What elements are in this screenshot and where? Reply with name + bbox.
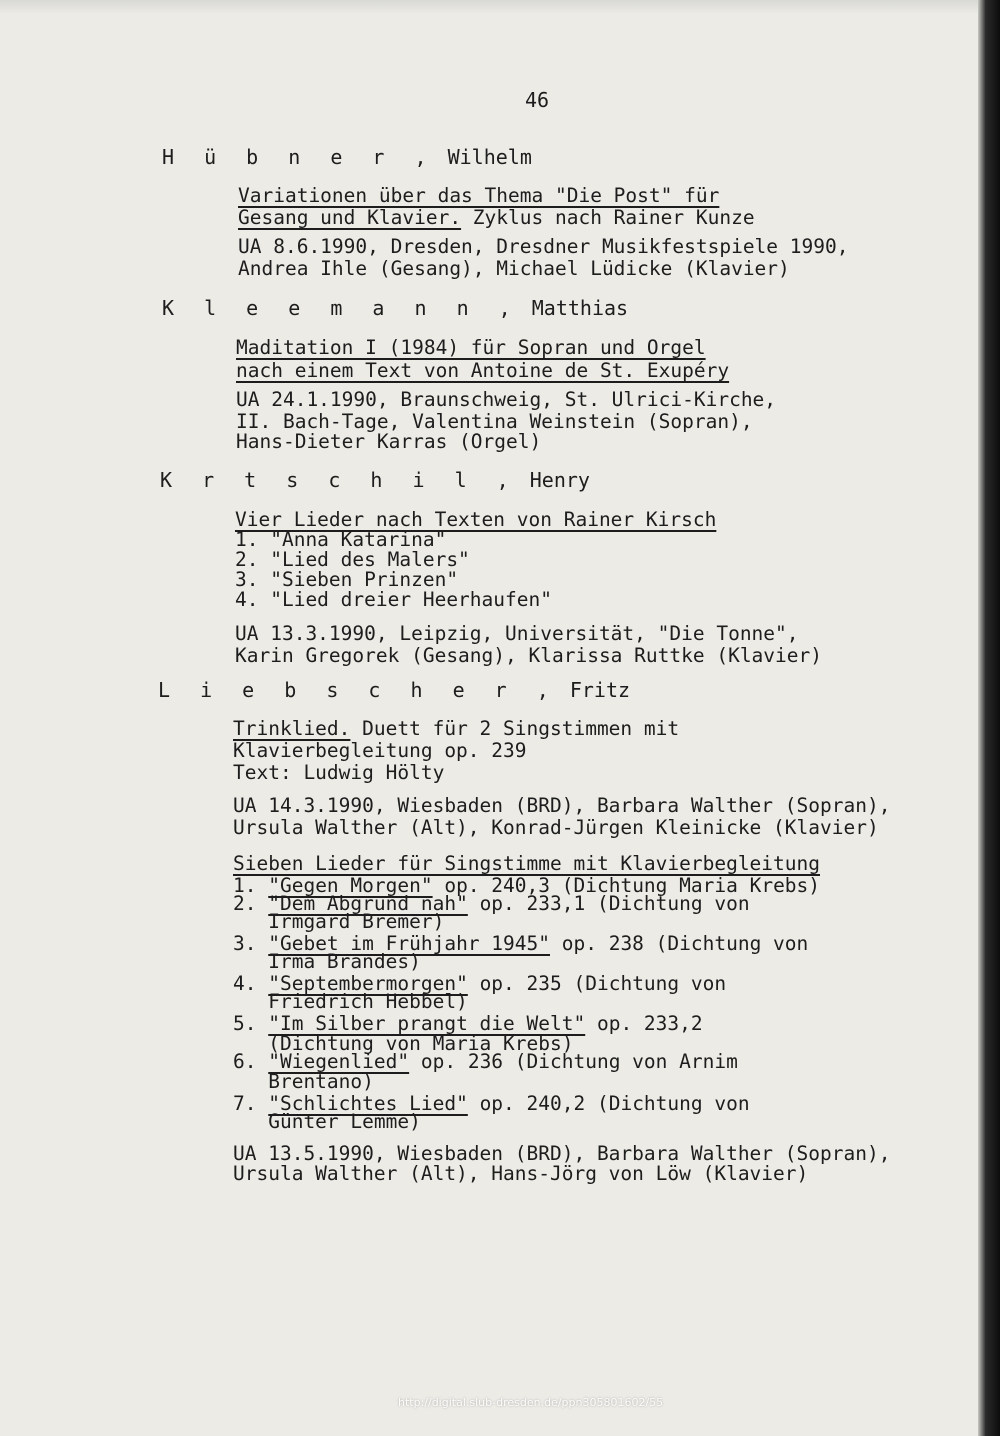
text-line-main: Gesang und Klavier. (238, 206, 462, 229)
text-line-main: UA 13.3.1990, Leipzig, Universität, "Die Tonne", (235, 622, 799, 645)
text-line (233, 1112, 421, 1132)
text-line-main: 2. "Lied des Malers" (235, 548, 470, 571)
text-line-rest: op. 233,2 (585, 1012, 703, 1035)
text-line (233, 1072, 374, 1092)
text-line-rest: Zyklus nach Rainer Kunze (461, 206, 755, 229)
text-line-main: Maditation I (1984) für Sopran und Orgel (236, 336, 706, 359)
song-title: "Schlichtes Lied" (268, 1092, 468, 1115)
author-given-name: Henry (517, 468, 590, 492)
scan-edge-right (978, 0, 1000, 1436)
text-line-main: Sieben Lieder für Singstimme mit Klavierbegleitung (233, 852, 820, 875)
author-given-name: Wilhelm (435, 145, 532, 169)
text-line (233, 1052, 738, 1072)
text-line-main: Ursula Walther (Alt), Hans-Jörg von Löw (Klavier) (233, 1162, 809, 1185)
text-line-main: Hans-Dieter Karras (Orgel) (236, 430, 542, 453)
text-line-main: Trinklied. (233, 717, 351, 740)
song-title: "Wiegenlied" (268, 1050, 410, 1073)
text-line (236, 390, 776, 410)
text-line-main: Irmgard Bremer) (233, 910, 445, 933)
text-line (236, 432, 541, 452)
text-line (235, 510, 716, 530)
song-title: "Septembermorgen" (268, 972, 468, 995)
text-line-main: Andrea Ihle (Gesang), Michael Lüdicke (Klavier) (238, 257, 790, 280)
text-line-main: UA 24.1.1990, Braunschweig, St. Ulrici-Kirche, (236, 388, 777, 411)
author-given-name: Matthias (519, 296, 629, 320)
text-line-main: UA 14.3.1990, Wiesbaden (BRD), Barbara Walther (Sopran), (233, 794, 891, 817)
text-line-rest: op. 240,2 (Dichtung von (467, 1092, 750, 1115)
text-line-main: 3. "Sieben Prinzen" (235, 568, 459, 591)
text-line (233, 1014, 703, 1034)
song-title: "Im Silber prangt die Welt" (268, 1012, 586, 1035)
text-line-main: 1. (233, 874, 269, 897)
text-line-rest: op. 236 (Dichtung von Arnim (409, 1050, 738, 1073)
text-line-main: 4. "Lied dreier Heerhaufen" (235, 588, 552, 611)
text-line-main: 6. (233, 1050, 269, 1073)
text-line (233, 741, 527, 761)
text-line (233, 854, 820, 874)
author-heading (160, 468, 590, 492)
song-title: "Gegen Morgen" (268, 874, 433, 897)
text-line-main: (Dichtung von Maria Krebs) (233, 1032, 574, 1055)
text-line (235, 590, 552, 610)
text-line-main: nach einem Text von Antoine de St. Exupéry (236, 359, 730, 382)
text-line (235, 646, 822, 666)
author-surname: K r t s c h i l , (160, 468, 518, 492)
author-surname: H ü b n e r , (162, 145, 436, 169)
text-line-rest: op. 240,3 (Dichtung Maria Krebs) (432, 874, 821, 897)
text-line-rest: op. 235 (Dichtung von (467, 972, 727, 995)
author-heading (162, 296, 628, 320)
author-surname: L i e b s c h e r , (158, 678, 558, 702)
text-line (233, 952, 421, 972)
page-number: 46 (525, 88, 550, 112)
text-line-main: Günter Lemme) (233, 1110, 421, 1133)
text-line (236, 338, 706, 358)
text-line-main: II. Bach-Tage, Valentina Weinstein (Sopran), (236, 410, 753, 433)
text-line (233, 1144, 890, 1164)
text-line-main: UA 13.5.1990, Wiesbaden (BRD), Barbara Walther (Sopran), (233, 1142, 891, 1165)
author-surname: K l e e m a n n , (162, 296, 520, 320)
text-line (238, 186, 719, 206)
song-title: "Dem Abgrund nah" (268, 892, 468, 915)
text-line (238, 259, 790, 279)
text-line (235, 530, 446, 550)
text-line-main: UA 8.6.1990, Dresden, Dresdner Musikfestspiele 1990, (238, 235, 849, 258)
text-line-main: Text: Ludwig Hölty (233, 761, 445, 784)
text-line (235, 624, 799, 644)
text-line-main: Vier Lieder nach Texten von Rainer Kirsch (235, 508, 717, 531)
text-line (233, 818, 879, 838)
text-line-main: 4. (233, 972, 269, 995)
text-line-main: Klavierbegleitung op. 239 (233, 739, 527, 762)
author-heading (158, 678, 630, 702)
text-line-main: 1. "Anna Katarina" (235, 528, 447, 551)
text-line-rest: op. 233,1 (Dichtung von (467, 892, 750, 915)
text-line-main: Karin Gregorek (Gesang), Klarissa Ruttke (Klavier) (235, 644, 822, 667)
text-line (238, 237, 848, 257)
text-line (233, 912, 444, 932)
text-line (235, 570, 458, 590)
text-line-main: 3. (233, 932, 269, 955)
text-line (233, 763, 444, 783)
text-line-rest: Duett für 2 Singstimmen mit (350, 717, 680, 740)
text-line (233, 719, 679, 739)
text-line (236, 412, 753, 432)
text-line-rest: op. 238 (Dichtung von (550, 932, 809, 955)
text-line (238, 208, 755, 228)
text-line (236, 361, 729, 381)
author-given-name: Fritz (557, 678, 631, 702)
text-line-main: Friedrich Hebbel) (233, 990, 468, 1013)
text-line-main: 5. (233, 1012, 269, 1035)
text-line (233, 1164, 808, 1184)
author-heading (162, 145, 532, 169)
song-title: "Gebet im Frühjahr 1945" (268, 932, 550, 955)
text-line-main: 2. (233, 892, 269, 915)
text-line-main: Brentano) (233, 1070, 374, 1093)
text-line (235, 550, 470, 570)
text-line-main: Variationen über das Thema "Die Post" für (238, 184, 720, 207)
text-line-main: Irma Brandes) (233, 950, 421, 973)
text-line-main: Ursula Walther (Alt), Konrad-Jürgen Kleinicke (Klavier) (233, 816, 879, 839)
footer-url: http://digital.slub-dresden.de/ppn305801602/55 (398, 1396, 664, 1409)
text-line-main: 7. (233, 1092, 269, 1115)
text-line (233, 796, 890, 816)
text-line (233, 992, 468, 1012)
